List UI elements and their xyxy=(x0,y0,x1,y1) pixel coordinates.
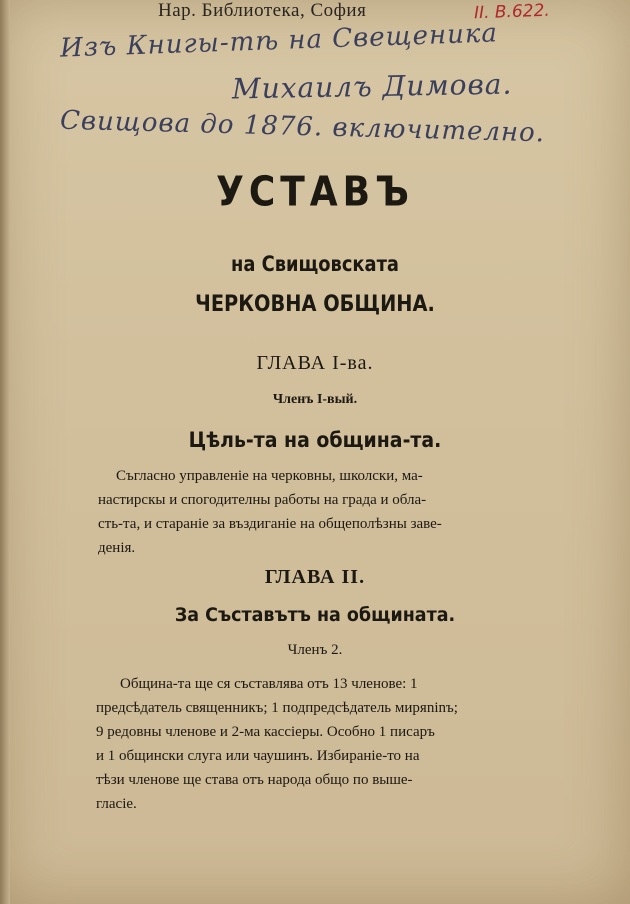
paragraph-line: 9 редовны членове и 2-ма кассіеры. Особно 1 писаръ xyxy=(96,724,435,740)
chapter-1-article: Членъ I-вый. xyxy=(272,392,358,407)
paragraph-line: и 1 общински слуга или чаушинъ. Избираніе-то на xyxy=(96,748,420,764)
handwritten-note-line-3: Свищова до 1876. включително. xyxy=(59,105,546,149)
paragraph-line: Съгласно управленіе на черковны, школски, ма- xyxy=(116,468,423,484)
chapter-1-title: Цѣль-та на община-та. xyxy=(188,428,442,452)
chapter-2-article: Членъ 2. xyxy=(287,642,343,658)
chapter-2-heading: ГЛАВА II. xyxy=(264,566,366,588)
chapter-2-title: За Съставътъ на общината. xyxy=(174,604,456,626)
handwritten-note-line-1: Изъ Книгы-тѣ на Свещеника xyxy=(59,18,499,64)
paragraph-line: денія. xyxy=(98,540,136,556)
document-title: УСТАВЪ xyxy=(216,168,414,217)
document-subtitle-line-2: ЧЕРКОВНА ОБЩИНА. xyxy=(195,292,435,317)
document-subtitle-line-1: на Свищовската xyxy=(231,252,399,276)
handwritten-note-line-2: Михаилъ Димова. xyxy=(231,67,513,106)
chapter-1-heading: ГЛАВА I-ва. xyxy=(256,352,374,374)
page-edge xyxy=(0,0,10,904)
paragraph-line: гласіе. xyxy=(96,796,137,812)
library-stamp: Нар. Библиотека, София xyxy=(158,0,367,21)
shelfmark-annotation: II. В.622. xyxy=(473,0,551,24)
paragraph-line: тѣзи членове ще става отъ народа общо по выше- xyxy=(96,772,413,788)
paragraph-line: настирскы и спогодителны работы на града и обла- xyxy=(98,492,427,508)
paragraph-line: сть-та, и стараніе за въздиганіе на общеполѣзны заве- xyxy=(98,516,442,532)
paragraph-line: Община-та ще ся съставлява отъ 13 членове: 1 xyxy=(120,676,418,692)
paragraph-line: предсѣдатель священникъ; 1 подпредсѣдатель миряninъ; xyxy=(96,700,458,716)
